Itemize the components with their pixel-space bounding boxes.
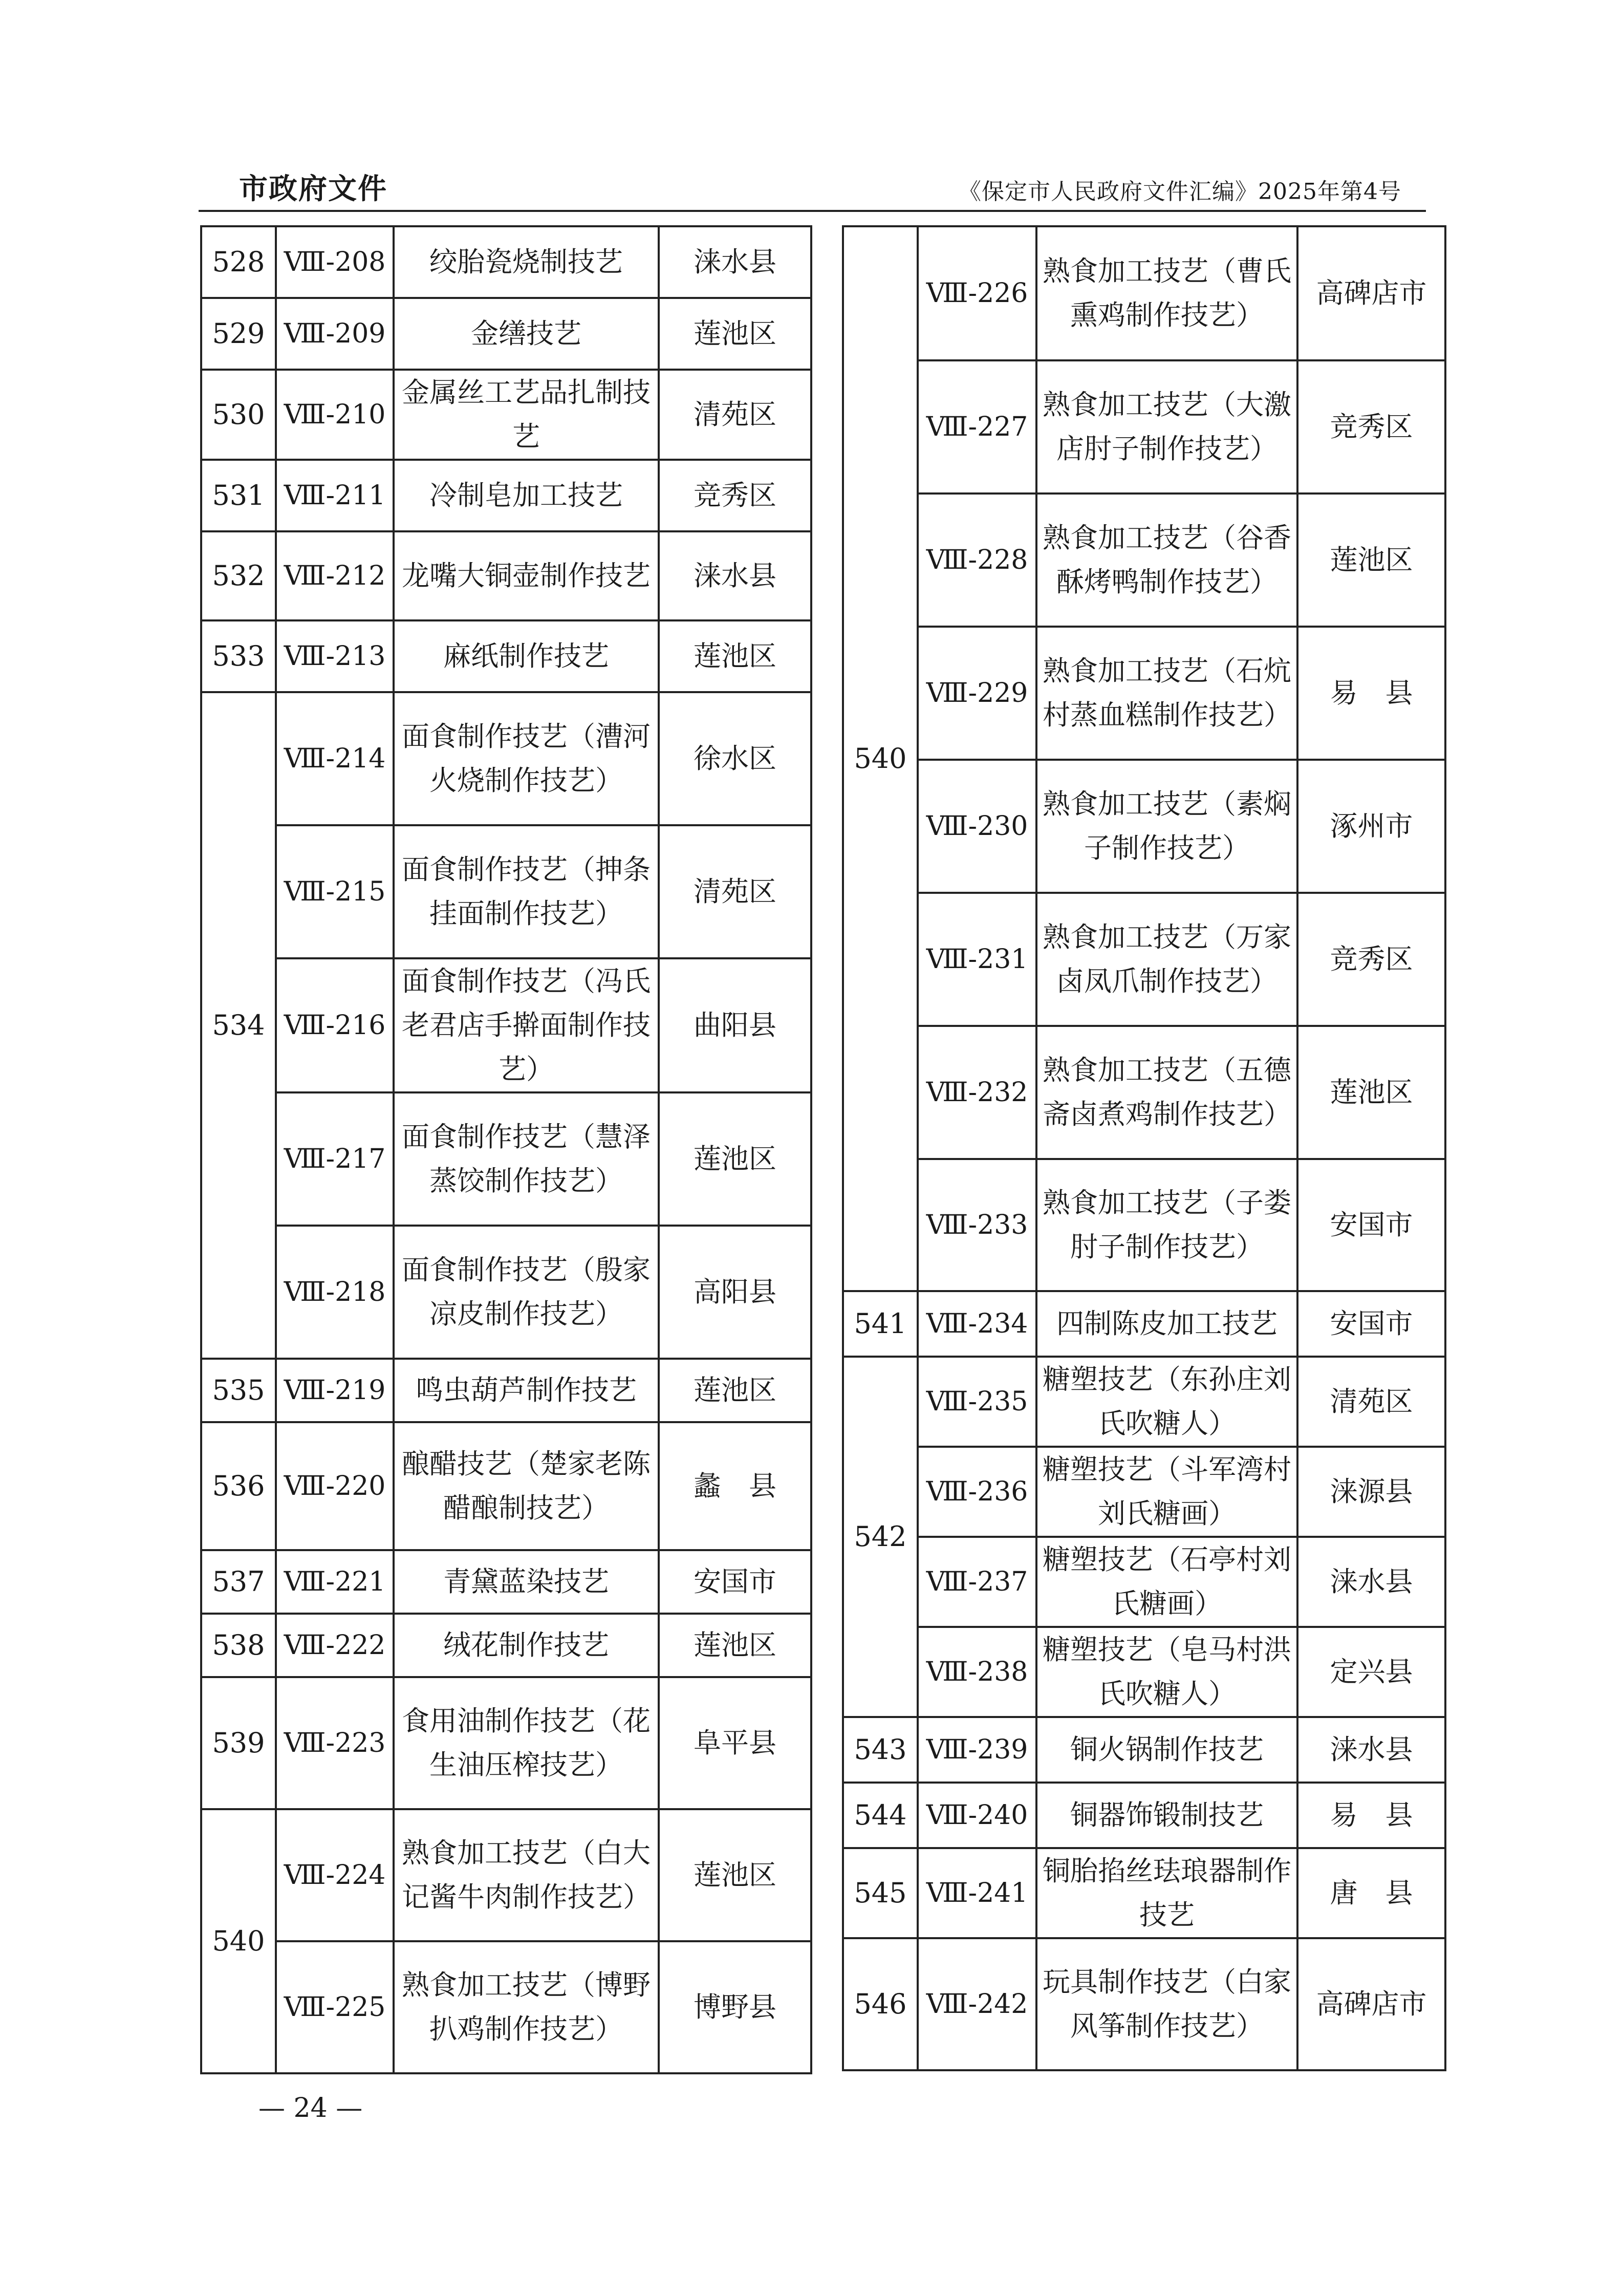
table-row [843, 1717, 1445, 1783]
item-name: 龙嘴大铜壶制作技艺 [394, 531, 659, 620]
item-code: Ⅷ-230 [918, 760, 1036, 893]
table-row [201, 460, 811, 531]
item-number: 530 [201, 370, 276, 460]
item-number: 536 [201, 1422, 276, 1550]
item-name: 玩具制作技艺（白家风筝制作技艺） [1036, 1938, 1297, 2070]
item-region: 莲池区 [659, 1809, 811, 1941]
item-region: 竞秀区 [659, 460, 811, 531]
table-row [843, 1159, 1445, 1291]
item-number: 535 [201, 1359, 276, 1422]
item-region: 涞水县 [659, 531, 811, 620]
item-region: 曲阳县 [659, 958, 811, 1092]
table-row [201, 226, 811, 298]
item-region: 清苑区 [1297, 1357, 1445, 1447]
item-code: Ⅷ-224 [276, 1809, 394, 1941]
item-number: 539 [201, 1677, 276, 1809]
item-region: 莲池区 [659, 620, 811, 692]
item-region: 高碑店市 [1297, 226, 1445, 360]
item-code: Ⅷ-225 [276, 1941, 394, 2073]
table-row [201, 370, 811, 460]
table-row [843, 493, 1445, 627]
item-code: Ⅷ-220 [276, 1422, 394, 1550]
item-region: 高阳县 [659, 1226, 811, 1359]
item-region: 易 县 [1297, 1783, 1445, 1848]
item-code: Ⅷ-235 [918, 1357, 1036, 1447]
item-region: 安国市 [1297, 1159, 1445, 1291]
table-row [201, 531, 811, 620]
item-name: 糖塑技艺（石亭村刘氏糖画） [1036, 1537, 1297, 1627]
item-region: 定兴县 [1297, 1627, 1445, 1717]
item-number: 532 [201, 531, 276, 620]
item-name: 金缮技艺 [394, 298, 659, 370]
item-code: Ⅷ-231 [918, 893, 1036, 1026]
table-row [843, 1537, 1445, 1627]
item-name: 面食制作技艺（抻条挂面制作技艺） [394, 825, 659, 958]
item-number: 537 [201, 1550, 276, 1614]
item-code: Ⅷ-226 [918, 226, 1036, 360]
item-number: 542 [843, 1357, 918, 1717]
item-region: 涞水县 [1297, 1717, 1445, 1783]
item-region: 莲池区 [1297, 1026, 1445, 1159]
item-region: 易 县 [1297, 627, 1445, 760]
table-row [843, 360, 1445, 493]
item-region: 高碑店市 [1297, 1938, 1445, 2070]
item-name: 熟食加工技艺（曹氏熏鸡制作技艺） [1036, 226, 1297, 360]
item-code: Ⅷ-210 [276, 370, 394, 460]
item-code: Ⅷ-219 [276, 1359, 394, 1422]
item-name: 面食制作技艺（慧泽蒸饺制作技艺） [394, 1092, 659, 1226]
item-region: 竞秀区 [1297, 893, 1445, 1026]
item-name: 绒花制作技艺 [394, 1614, 659, 1677]
item-name: 酿醋技艺（楚家老陈醋酿制技艺） [394, 1422, 659, 1550]
item-name: 金属丝工艺品扎制技艺 [394, 370, 659, 460]
item-code: Ⅷ-229 [918, 627, 1036, 760]
table-row [843, 893, 1445, 1026]
item-code: Ⅷ-221 [276, 1550, 394, 1614]
table-row [843, 1357, 1445, 1447]
item-name: 鸣虫葫芦制作技艺 [394, 1359, 659, 1422]
item-code: Ⅷ-237 [918, 1537, 1036, 1627]
table-row [201, 1359, 811, 1422]
item-number: 533 [201, 620, 276, 692]
item-name: 糖塑技艺（东孙庄刘氏吹糖人） [1036, 1357, 1297, 1447]
table-row [201, 1550, 811, 1614]
item-name: 冷制皂加工技艺 [394, 460, 659, 531]
table-row [201, 1941, 811, 2073]
header-title: 市政府文件 [239, 173, 387, 206]
table-row [843, 226, 1445, 360]
item-number: 545 [843, 1848, 918, 1938]
item-code: Ⅷ-240 [918, 1783, 1036, 1848]
table-row [843, 1447, 1445, 1537]
item-code: Ⅷ-217 [276, 1092, 394, 1226]
item-region: 涿州市 [1297, 760, 1445, 893]
item-code: Ⅷ-209 [276, 298, 394, 370]
item-region: 博野县 [659, 1941, 811, 2073]
item-region: 莲池区 [659, 1359, 811, 1422]
item-name: 铜器饰锻制技艺 [1036, 1783, 1297, 1848]
table-row [201, 1677, 811, 1809]
table-row [843, 760, 1445, 893]
table-row [201, 1226, 811, 1359]
item-region: 莲池区 [659, 1092, 811, 1226]
item-code: Ⅷ-208 [276, 226, 394, 298]
item-region: 清苑区 [659, 370, 811, 460]
item-code: Ⅷ-238 [918, 1627, 1036, 1717]
table-row [201, 1809, 811, 1941]
item-code: Ⅷ-223 [276, 1677, 394, 1809]
page-number: — 24 — [258, 2093, 363, 2123]
item-code: Ⅷ-241 [918, 1848, 1036, 1938]
table-row [843, 627, 1445, 760]
item-name: 熟食加工技艺（子娄肘子制作技艺） [1036, 1159, 1297, 1291]
item-region: 清苑区 [659, 825, 811, 958]
table-row [843, 1627, 1445, 1717]
item-number: 529 [201, 298, 276, 370]
table-row [843, 1291, 1445, 1357]
item-code: Ⅷ-212 [276, 531, 394, 620]
item-code: Ⅷ-242 [918, 1938, 1036, 2070]
header-publication: 《保定市人民政府文件汇编》2025年第4号 [959, 179, 1401, 205]
item-number: 528 [201, 226, 276, 298]
item-name: 熟食加工技艺（谷香酥烤鸭制作技艺） [1036, 493, 1297, 627]
item-region: 徐水区 [659, 692, 811, 825]
item-code: Ⅷ-216 [276, 958, 394, 1092]
item-code: Ⅷ-215 [276, 825, 394, 958]
table-row [201, 1092, 811, 1226]
item-number: 544 [843, 1783, 918, 1848]
item-number: 541 [843, 1291, 918, 1357]
table-row [201, 958, 811, 1092]
item-region: 莲池区 [659, 1614, 811, 1677]
item-name: 熟食加工技艺（石炕村蒸血糕制作技艺） [1036, 627, 1297, 760]
item-name: 面食制作技艺（冯氏老君店手擀面制作技艺） [394, 958, 659, 1092]
item-code: Ⅷ-213 [276, 620, 394, 692]
item-number: 534 [201, 692, 276, 1359]
item-code: Ⅷ-234 [918, 1291, 1036, 1357]
table-row [201, 620, 811, 692]
item-region: 涞水县 [659, 226, 811, 298]
table-row [843, 1783, 1445, 1848]
item-name: 熟食加工技艺（万家卤凤爪制作技艺） [1036, 893, 1297, 1026]
table-row [201, 825, 811, 958]
item-code: Ⅷ-211 [276, 460, 394, 531]
item-name: 面食制作技艺（漕河火烧制作技艺） [394, 692, 659, 825]
table-row [201, 298, 811, 370]
item-name: 熟食加工技艺（白大记酱牛肉制作技艺） [394, 1809, 659, 1941]
item-name: 铜火锅制作技艺 [1036, 1717, 1297, 1783]
item-code: Ⅷ-228 [918, 493, 1036, 627]
item-name: 四制陈皮加工技艺 [1036, 1291, 1297, 1357]
item-name: 青黛蓝染技艺 [394, 1550, 659, 1614]
item-code: Ⅷ-239 [918, 1717, 1036, 1783]
item-number: 540 [843, 226, 918, 1291]
item-code: Ⅷ-236 [918, 1447, 1036, 1537]
item-name: 绞胎瓷烧制技艺 [394, 226, 659, 298]
item-code: Ⅷ-222 [276, 1614, 394, 1677]
item-name: 麻纸制作技艺 [394, 620, 659, 692]
item-region: 涞水县 [1297, 1537, 1445, 1627]
item-number: 540 [201, 1809, 276, 2073]
item-name: 食用油制作技艺（花生油压榨技艺） [394, 1677, 659, 1809]
item-name: 熟食加工技艺（五德斋卤煮鸡制作技艺） [1036, 1026, 1297, 1159]
item-code: Ⅷ-214 [276, 692, 394, 825]
item-region: 唐 县 [1297, 1848, 1445, 1938]
item-name: 糖塑技艺（皂马村洪氏吹糖人） [1036, 1627, 1297, 1717]
header-divider [199, 210, 1426, 212]
item-region: 莲池区 [1297, 493, 1445, 627]
table-row [201, 692, 811, 825]
item-region: 莲池区 [659, 298, 811, 370]
item-region: 竞秀区 [1297, 360, 1445, 493]
item-region: 阜平县 [659, 1677, 811, 1809]
item-name: 铜胎掐丝珐琅器制作技艺 [1036, 1848, 1297, 1938]
item-number: 543 [843, 1717, 918, 1783]
table-row [843, 1848, 1445, 1938]
item-name: 面食制作技艺（殷家凉皮制作技艺） [394, 1226, 659, 1359]
item-name: 糖塑技艺（斗军湾村刘氏糖画） [1036, 1447, 1297, 1537]
item-number: 531 [201, 460, 276, 531]
item-region: 涞源县 [1297, 1447, 1445, 1537]
item-region: 安国市 [659, 1550, 811, 1614]
table-row [843, 1938, 1445, 2070]
table-row [843, 1026, 1445, 1159]
item-region: 蠡 县 [659, 1422, 811, 1550]
item-code: Ⅷ-233 [918, 1159, 1036, 1291]
table-row [201, 1422, 811, 1550]
item-code: Ⅷ-218 [276, 1226, 394, 1359]
table-row [201, 1614, 811, 1677]
item-name: 熟食加工技艺（博野扒鸡制作技艺） [394, 1941, 659, 2073]
item-number: 538 [201, 1614, 276, 1677]
heritage-table-right [842, 225, 1446, 2071]
item-name: 熟食加工技艺（素焖子制作技艺） [1036, 760, 1297, 893]
item-region: 安国市 [1297, 1291, 1445, 1357]
item-code: Ⅷ-232 [918, 1026, 1036, 1159]
item-name: 熟食加工技艺（大激店肘子制作技艺） [1036, 360, 1297, 493]
item-code: Ⅷ-227 [918, 360, 1036, 493]
heritage-table-left [200, 225, 812, 2074]
item-number: 546 [843, 1938, 918, 2070]
